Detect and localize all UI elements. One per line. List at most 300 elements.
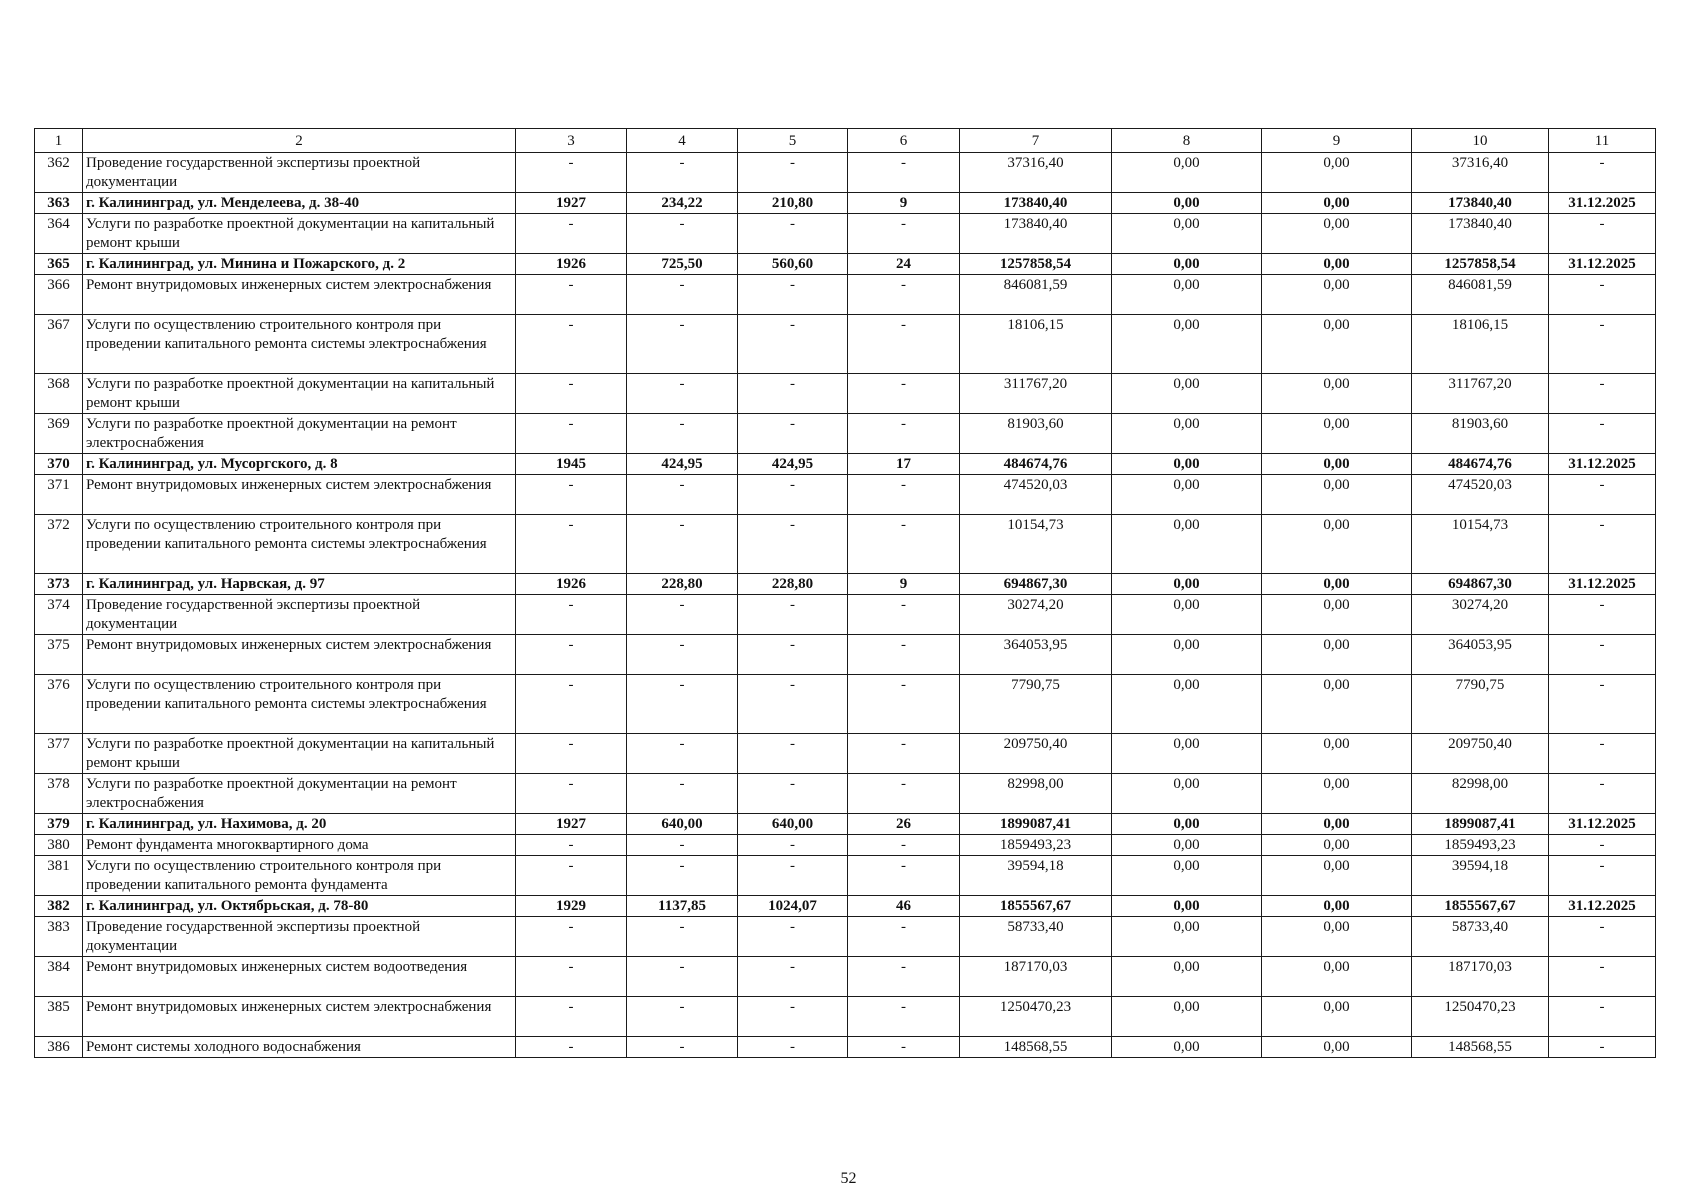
budget-cell: 0,00 bbox=[1262, 917, 1412, 957]
area-living-cell: - bbox=[738, 414, 848, 454]
area-total-cell: - bbox=[627, 675, 738, 734]
area-total-cell: - bbox=[627, 214, 738, 254]
work-row bbox=[35, 675, 1656, 734]
year-cell: - bbox=[516, 214, 627, 254]
row-number-cell: 383 bbox=[35, 917, 83, 957]
year-cell: - bbox=[516, 997, 627, 1037]
row-number-cell: 381 bbox=[35, 856, 83, 896]
deadline-cell: - bbox=[1549, 1037, 1656, 1058]
total-cost-cell: 364053,95 bbox=[960, 635, 1112, 675]
budget-cell: 0,00 bbox=[1262, 214, 1412, 254]
budget-cell: 0,00 bbox=[1262, 315, 1412, 374]
work-description-cell: Услуги по осуществлению строительного контроля при проведении капитального ремонта системы электроснабжения bbox=[83, 675, 516, 734]
total-cost-cell: 173840,40 bbox=[960, 214, 1112, 254]
area-living-cell: - bbox=[738, 957, 848, 997]
address-row bbox=[35, 193, 1656, 214]
residents-cell: - bbox=[848, 315, 960, 374]
fund-cell: 0,00 bbox=[1112, 254, 1262, 275]
deadline-cell: 31.12.2025 bbox=[1549, 193, 1656, 214]
owners-funds-cell: 846081,59 bbox=[1412, 275, 1549, 315]
work-description-cell: Услуги по осуществлению строительного контроля при проведении капитального ремонта системы электроснабжения bbox=[83, 515, 516, 574]
total-cost-cell: 173840,40 bbox=[960, 193, 1112, 214]
area-living-cell: - bbox=[738, 595, 848, 635]
owners-funds-cell: 10154,73 bbox=[1412, 515, 1549, 574]
total-cost-cell: 10154,73 bbox=[960, 515, 1112, 574]
area-total-cell: - bbox=[627, 835, 738, 856]
year-cell: - bbox=[516, 675, 627, 734]
area-living-cell: - bbox=[738, 153, 848, 193]
fund-cell: 0,00 bbox=[1112, 515, 1262, 574]
work-row bbox=[35, 957, 1656, 997]
total-cost-cell: 311767,20 bbox=[960, 374, 1112, 414]
budget-cell: 0,00 bbox=[1262, 595, 1412, 635]
row-number-cell: 366 bbox=[35, 275, 83, 315]
area-total-cell: - bbox=[627, 315, 738, 374]
column-header: 2 bbox=[83, 129, 516, 153]
budget-cell: 0,00 bbox=[1262, 734, 1412, 774]
residents-cell: 26 bbox=[848, 814, 960, 835]
total-cost-cell: 187170,03 bbox=[960, 957, 1112, 997]
year-cell: - bbox=[516, 1037, 627, 1058]
area-total-cell: - bbox=[627, 774, 738, 814]
row-number-cell: 363 bbox=[35, 193, 83, 214]
total-cost-cell: 1859493,23 bbox=[960, 835, 1112, 856]
area-total-cell: 424,95 bbox=[627, 454, 738, 475]
budget-cell: 0,00 bbox=[1262, 193, 1412, 214]
residents-cell: 24 bbox=[848, 254, 960, 275]
area-total-cell: - bbox=[627, 957, 738, 997]
owners-funds-cell: 484674,76 bbox=[1412, 454, 1549, 475]
owners-funds-cell: 311767,20 bbox=[1412, 374, 1549, 414]
work-description-cell: Услуги по разработке проектной документации на капитальный ремонт крыши bbox=[83, 374, 516, 414]
fund-cell: 0,00 bbox=[1112, 856, 1262, 896]
area-total-cell: 725,50 bbox=[627, 254, 738, 275]
address-row bbox=[35, 814, 1656, 835]
owners-funds-cell: 1257858,54 bbox=[1412, 254, 1549, 275]
year-cell: - bbox=[516, 734, 627, 774]
area-total-cell: 234,22 bbox=[627, 193, 738, 214]
year-cell: - bbox=[516, 957, 627, 997]
address-row bbox=[35, 254, 1656, 275]
area-living-cell: 640,00 bbox=[738, 814, 848, 835]
area-living-cell: - bbox=[738, 214, 848, 254]
budget-cell: 0,00 bbox=[1262, 835, 1412, 856]
fund-cell: 0,00 bbox=[1112, 315, 1262, 374]
area-living-cell: - bbox=[738, 997, 848, 1037]
residents-cell: - bbox=[848, 835, 960, 856]
residents-cell: 9 bbox=[848, 193, 960, 214]
deadline-cell: - bbox=[1549, 153, 1656, 193]
area-total-cell: - bbox=[627, 1037, 738, 1058]
year-cell: - bbox=[516, 635, 627, 675]
year-cell: 1927 bbox=[516, 193, 627, 214]
area-total-cell: - bbox=[627, 475, 738, 515]
work-description-cell: Проведение государственной экспертизы проектной документации bbox=[83, 917, 516, 957]
deadline-cell: - bbox=[1549, 957, 1656, 997]
budget-cell: 0,00 bbox=[1262, 475, 1412, 515]
row-number-cell: 375 bbox=[35, 635, 83, 675]
residents-cell: - bbox=[848, 475, 960, 515]
budget-cell: 0,00 bbox=[1262, 454, 1412, 475]
deadline-cell: - bbox=[1549, 734, 1656, 774]
year-cell: - bbox=[516, 774, 627, 814]
fund-cell: 0,00 bbox=[1112, 997, 1262, 1037]
fund-cell: 0,00 bbox=[1112, 1037, 1262, 1058]
residents-cell: 9 bbox=[848, 574, 960, 595]
work-row bbox=[35, 917, 1656, 957]
residents-cell: - bbox=[848, 675, 960, 734]
work-description-cell: Ремонт системы холодного водоснабжения bbox=[83, 1037, 516, 1058]
row-number-cell: 364 bbox=[35, 214, 83, 254]
budget-cell: 0,00 bbox=[1262, 675, 1412, 734]
year-cell: 1929 bbox=[516, 896, 627, 917]
work-description-cell: г. Калининград, ул. Нахимова, д. 20 bbox=[83, 814, 516, 835]
work-description-cell: Ремонт внутридомовых инженерных систем электроснабжения bbox=[83, 635, 516, 675]
fund-cell: 0,00 bbox=[1112, 734, 1262, 774]
fund-cell: 0,00 bbox=[1112, 957, 1262, 997]
row-number-cell: 378 bbox=[35, 774, 83, 814]
work-row bbox=[35, 214, 1656, 254]
owners-funds-cell: 474520,03 bbox=[1412, 475, 1549, 515]
row-number-cell: 368 bbox=[35, 374, 83, 414]
deadline-cell: 31.12.2025 bbox=[1549, 254, 1656, 275]
year-cell: 1945 bbox=[516, 454, 627, 475]
work-description-cell: Услуги по разработке проектной документации на ремонт электроснабжения bbox=[83, 414, 516, 454]
area-total-cell: - bbox=[627, 595, 738, 635]
fund-cell: 0,00 bbox=[1112, 774, 1262, 814]
row-number-cell: 384 bbox=[35, 957, 83, 997]
row-number-cell: 362 bbox=[35, 153, 83, 193]
fund-cell: 0,00 bbox=[1112, 814, 1262, 835]
work-row bbox=[35, 315, 1656, 374]
row-number-cell: 369 bbox=[35, 414, 83, 454]
area-total-cell: - bbox=[627, 635, 738, 675]
residents-cell: - bbox=[848, 1037, 960, 1058]
work-description-cell: Услуги по разработке проектной документации на ремонт электроснабжения bbox=[83, 774, 516, 814]
residents-cell: - bbox=[848, 917, 960, 957]
year-cell: - bbox=[516, 595, 627, 635]
owners-funds-cell: 148568,55 bbox=[1412, 1037, 1549, 1058]
budget-cell: 0,00 bbox=[1262, 957, 1412, 997]
area-total-cell: - bbox=[627, 515, 738, 574]
work-row bbox=[35, 835, 1656, 856]
work-row bbox=[35, 997, 1656, 1037]
area-living-cell: - bbox=[738, 774, 848, 814]
deadline-cell: - bbox=[1549, 917, 1656, 957]
total-cost-cell: 81903,60 bbox=[960, 414, 1112, 454]
area-total-cell: - bbox=[627, 153, 738, 193]
work-description-cell: Проведение государственной экспертизы проектной документации bbox=[83, 595, 516, 635]
area-total-cell: 640,00 bbox=[627, 814, 738, 835]
fund-cell: 0,00 bbox=[1112, 374, 1262, 414]
owners-funds-cell: 187170,03 bbox=[1412, 957, 1549, 997]
column-header: 8 bbox=[1112, 129, 1262, 153]
area-living-cell: 210,80 bbox=[738, 193, 848, 214]
work-description-cell: Услуги по разработке проектной документации на капитальный ремонт крыши bbox=[83, 734, 516, 774]
year-cell: - bbox=[516, 153, 627, 193]
deadline-cell: 31.12.2025 bbox=[1549, 454, 1656, 475]
row-number-cell: 370 bbox=[35, 454, 83, 475]
budget-cell: 0,00 bbox=[1262, 515, 1412, 574]
deadline-cell: - bbox=[1549, 635, 1656, 675]
owners-funds-cell: 364053,95 bbox=[1412, 635, 1549, 675]
residents-cell: - bbox=[848, 153, 960, 193]
column-header: 4 bbox=[627, 129, 738, 153]
work-row bbox=[35, 374, 1656, 414]
work-row bbox=[35, 635, 1656, 675]
year-cell: 1927 bbox=[516, 814, 627, 835]
row-number-cell: 372 bbox=[35, 515, 83, 574]
owners-funds-cell: 173840,40 bbox=[1412, 193, 1549, 214]
fund-cell: 0,00 bbox=[1112, 574, 1262, 595]
total-cost-cell: 846081,59 bbox=[960, 275, 1112, 315]
area-living-cell: - bbox=[738, 315, 848, 374]
residents-cell: - bbox=[848, 374, 960, 414]
column-header: 7 bbox=[960, 129, 1112, 153]
owners-funds-cell: 82998,00 bbox=[1412, 774, 1549, 814]
total-cost-cell: 474520,03 bbox=[960, 475, 1112, 515]
address-row bbox=[35, 454, 1656, 475]
deadline-cell: - bbox=[1549, 275, 1656, 315]
area-living-cell: - bbox=[738, 515, 848, 574]
total-cost-cell: 18106,15 bbox=[960, 315, 1112, 374]
area-living-cell: 228,80 bbox=[738, 574, 848, 595]
residents-cell: - bbox=[848, 734, 960, 774]
deadline-cell: - bbox=[1549, 675, 1656, 734]
work-description-cell: Ремонт внутридомовых инженерных систем электроснабжения bbox=[83, 997, 516, 1037]
area-total-cell: - bbox=[627, 856, 738, 896]
budget-cell: 0,00 bbox=[1262, 574, 1412, 595]
owners-funds-cell: 209750,40 bbox=[1412, 734, 1549, 774]
work-row bbox=[35, 856, 1656, 896]
area-total-cell: - bbox=[627, 374, 738, 414]
deadline-cell: - bbox=[1549, 374, 1656, 414]
work-description-cell: Услуги по осуществлению строительного контроля при проведении капитального ремонта фундамента bbox=[83, 856, 516, 896]
total-cost-cell: 148568,55 bbox=[960, 1037, 1112, 1058]
row-number-cell: 376 bbox=[35, 675, 83, 734]
owners-funds-cell: 58733,40 bbox=[1412, 917, 1549, 957]
area-total-cell: 1137,85 bbox=[627, 896, 738, 917]
year-cell: - bbox=[516, 315, 627, 374]
year-cell: 1926 bbox=[516, 254, 627, 275]
year-cell: - bbox=[516, 515, 627, 574]
residents-cell: - bbox=[848, 515, 960, 574]
fund-cell: 0,00 bbox=[1112, 414, 1262, 454]
deadline-cell: - bbox=[1549, 315, 1656, 374]
deadline-cell: - bbox=[1549, 997, 1656, 1037]
work-description-cell: Проведение государственной экспертизы проектной документации bbox=[83, 153, 516, 193]
area-total-cell: - bbox=[627, 997, 738, 1037]
deadline-cell: 31.12.2025 bbox=[1549, 574, 1656, 595]
year-cell: - bbox=[516, 917, 627, 957]
row-number-cell: 365 bbox=[35, 254, 83, 275]
area-living-cell: - bbox=[738, 835, 848, 856]
area-living-cell: - bbox=[738, 675, 848, 734]
work-description-cell: Услуги по разработке проектной документации на капитальный ремонт крыши bbox=[83, 214, 516, 254]
work-row bbox=[35, 475, 1656, 515]
area-living-cell: - bbox=[738, 856, 848, 896]
row-number-cell: 374 bbox=[35, 595, 83, 635]
document-table bbox=[34, 128, 1656, 1058]
area-living-cell: - bbox=[738, 917, 848, 957]
work-description-cell: г. Калининград, ул. Минина и Пожарского, д. 2 bbox=[83, 254, 516, 275]
residents-cell: 46 bbox=[848, 896, 960, 917]
total-cost-cell: 7790,75 bbox=[960, 675, 1112, 734]
owners-funds-cell: 173840,40 bbox=[1412, 214, 1549, 254]
work-description-cell: Ремонт внутридомовых инженерных систем водоотведения bbox=[83, 957, 516, 997]
residents-cell: - bbox=[848, 957, 960, 997]
budget-cell: 0,00 bbox=[1262, 774, 1412, 814]
residents-cell: - bbox=[848, 856, 960, 896]
deadline-cell: - bbox=[1549, 856, 1656, 896]
fund-cell: 0,00 bbox=[1112, 675, 1262, 734]
year-cell: - bbox=[516, 414, 627, 454]
fund-cell: 0,00 bbox=[1112, 835, 1262, 856]
residents-cell: - bbox=[848, 414, 960, 454]
deadline-cell: - bbox=[1549, 414, 1656, 454]
owners-funds-cell: 1899087,41 bbox=[1412, 814, 1549, 835]
owners-funds-cell: 1859493,23 bbox=[1412, 835, 1549, 856]
budget-cell: 0,00 bbox=[1262, 374, 1412, 414]
area-living-cell: 1024,07 bbox=[738, 896, 848, 917]
column-header: 3 bbox=[516, 129, 627, 153]
row-number-cell: 386 bbox=[35, 1037, 83, 1058]
area-living-cell: - bbox=[738, 635, 848, 675]
column-header: 10 bbox=[1412, 129, 1549, 153]
owners-funds-cell: 30274,20 bbox=[1412, 595, 1549, 635]
total-cost-cell: 1899087,41 bbox=[960, 814, 1112, 835]
fund-cell: 0,00 bbox=[1112, 917, 1262, 957]
budget-cell: 0,00 bbox=[1262, 1037, 1412, 1058]
column-header: 1 bbox=[35, 129, 83, 153]
row-number-cell: 379 bbox=[35, 814, 83, 835]
column-header: 9 bbox=[1262, 129, 1412, 153]
row-number-cell: 385 bbox=[35, 997, 83, 1037]
fund-cell: 0,00 bbox=[1112, 595, 1262, 635]
year-cell: - bbox=[516, 475, 627, 515]
row-number-cell: 377 bbox=[35, 734, 83, 774]
work-description-cell: г. Калининград, ул. Нарвская, д. 97 bbox=[83, 574, 516, 595]
work-description-cell: Ремонт внутридомовых инженерных систем электроснабжения bbox=[83, 475, 516, 515]
budget-cell: 0,00 bbox=[1262, 153, 1412, 193]
work-row bbox=[35, 414, 1656, 454]
deadline-cell: - bbox=[1549, 774, 1656, 814]
fund-cell: 0,00 bbox=[1112, 896, 1262, 917]
area-total-cell: - bbox=[627, 734, 738, 774]
budget-cell: 0,00 bbox=[1262, 254, 1412, 275]
year-cell: - bbox=[516, 374, 627, 414]
total-cost-cell: 484674,76 bbox=[960, 454, 1112, 475]
area-living-cell: - bbox=[738, 275, 848, 315]
work-description-cell: г. Калининград, ул. Мусоргского, д. 8 bbox=[83, 454, 516, 475]
deadline-cell: - bbox=[1549, 515, 1656, 574]
budget-cell: 0,00 bbox=[1262, 814, 1412, 835]
work-row bbox=[35, 595, 1656, 635]
owners-funds-cell: 694867,30 bbox=[1412, 574, 1549, 595]
area-living-cell: - bbox=[738, 1037, 848, 1058]
budget-cell: 0,00 bbox=[1262, 635, 1412, 675]
work-row bbox=[35, 734, 1656, 774]
area-living-cell: - bbox=[738, 475, 848, 515]
total-cost-cell: 82998,00 bbox=[960, 774, 1112, 814]
total-cost-cell: 694867,30 bbox=[960, 574, 1112, 595]
owners-funds-cell: 1250470,23 bbox=[1412, 997, 1549, 1037]
total-cost-cell: 58733,40 bbox=[960, 917, 1112, 957]
work-description-cell: Услуги по осуществлению строительного контроля при проведении капитального ремонта системы электроснабжения bbox=[83, 315, 516, 374]
total-cost-cell: 1257858,54 bbox=[960, 254, 1112, 275]
page-number: 52 bbox=[840, 1170, 857, 1187]
fund-cell: 0,00 bbox=[1112, 193, 1262, 214]
area-living-cell: 560,60 bbox=[738, 254, 848, 275]
budget-cell: 0,00 bbox=[1262, 896, 1412, 917]
residents-cell: 17 bbox=[848, 454, 960, 475]
fund-cell: 0,00 bbox=[1112, 153, 1262, 193]
deadline-cell: - bbox=[1549, 214, 1656, 254]
row-number-cell: 371 bbox=[35, 475, 83, 515]
total-cost-cell: 39594,18 bbox=[960, 856, 1112, 896]
owners-funds-cell: 7790,75 bbox=[1412, 675, 1549, 734]
residents-cell: - bbox=[848, 275, 960, 315]
year-cell: - bbox=[516, 835, 627, 856]
work-description-cell: г. Калининград, ул. Менделеева, д. 38-40 bbox=[83, 193, 516, 214]
row-number-cell: 373 bbox=[35, 574, 83, 595]
year-cell: - bbox=[516, 856, 627, 896]
deadline-cell: - bbox=[1549, 835, 1656, 856]
fund-cell: 0,00 bbox=[1112, 635, 1262, 675]
total-cost-cell: 1855567,67 bbox=[960, 896, 1112, 917]
budget-cell: 0,00 bbox=[1262, 997, 1412, 1037]
row-number-cell: 382 bbox=[35, 896, 83, 917]
area-living-cell: - bbox=[738, 374, 848, 414]
owners-funds-cell: 39594,18 bbox=[1412, 856, 1549, 896]
residents-cell: - bbox=[848, 214, 960, 254]
area-total-cell: - bbox=[627, 414, 738, 454]
row-number-cell: 380 bbox=[35, 835, 83, 856]
work-row bbox=[35, 1037, 1656, 1058]
deadline-cell: - bbox=[1549, 595, 1656, 635]
area-living-cell: 424,95 bbox=[738, 454, 848, 475]
total-cost-cell: 37316,40 bbox=[960, 153, 1112, 193]
year-cell: 1926 bbox=[516, 574, 627, 595]
column-header: 6 bbox=[848, 129, 960, 153]
fund-cell: 0,00 bbox=[1112, 475, 1262, 515]
deadline-cell: - bbox=[1549, 475, 1656, 515]
column-header: 11 bbox=[1549, 129, 1656, 153]
column-number-row bbox=[35, 129, 1656, 153]
fund-cell: 0,00 bbox=[1112, 454, 1262, 475]
budget-cell: 0,00 bbox=[1262, 856, 1412, 896]
work-description-cell: г. Калининград, ул. Октябрьская, д. 78-80 bbox=[83, 896, 516, 917]
address-row bbox=[35, 574, 1656, 595]
work-row bbox=[35, 275, 1656, 315]
work-description-cell: Ремонт внутридомовых инженерных систем электроснабжения bbox=[83, 275, 516, 315]
budget-cell: 0,00 bbox=[1262, 414, 1412, 454]
area-total-cell: 228,80 bbox=[627, 574, 738, 595]
residents-cell: - bbox=[848, 774, 960, 814]
owners-funds-cell: 81903,60 bbox=[1412, 414, 1549, 454]
owners-funds-cell: 18106,15 bbox=[1412, 315, 1549, 374]
fund-cell: 0,00 bbox=[1112, 214, 1262, 254]
row-number-cell: 367 bbox=[35, 315, 83, 374]
fund-cell: 0,00 bbox=[1112, 275, 1262, 315]
year-cell: - bbox=[516, 275, 627, 315]
area-total-cell: - bbox=[627, 917, 738, 957]
total-cost-cell: 1250470,23 bbox=[960, 997, 1112, 1037]
deadline-cell: 31.12.2025 bbox=[1549, 896, 1656, 917]
work-row bbox=[35, 774, 1656, 814]
column-header: 5 bbox=[738, 129, 848, 153]
work-description-cell: Ремонт фундамента многоквартирного дома bbox=[83, 835, 516, 856]
